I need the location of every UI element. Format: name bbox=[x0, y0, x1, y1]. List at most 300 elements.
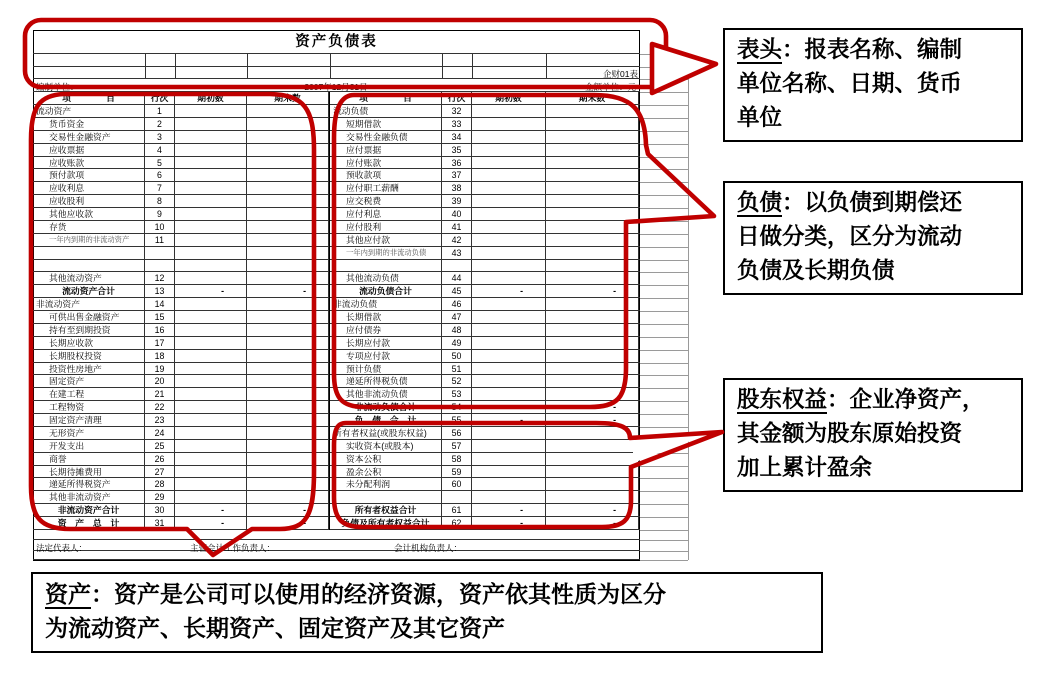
cell-item: 预计负债 bbox=[330, 363, 442, 375]
cell-item: 一年内到期的非流动负债 bbox=[330, 247, 442, 259]
table-row bbox=[33, 105, 329, 118]
cell-begin bbox=[472, 440, 546, 452]
cell-end bbox=[546, 105, 639, 117]
grid-line bbox=[640, 401, 688, 402]
cell-end: - bbox=[247, 504, 329, 516]
cell-item: 所有者权益(或股东权益) bbox=[330, 427, 442, 439]
cell-end bbox=[546, 260, 639, 272]
cell-item: 流动负债 bbox=[330, 105, 442, 117]
table-row bbox=[330, 375, 640, 388]
cell-line: 51 bbox=[442, 363, 472, 375]
cell-line: 7 bbox=[145, 182, 175, 194]
cell-line bbox=[442, 491, 472, 503]
cell-begin bbox=[472, 131, 546, 143]
callout-header-box bbox=[723, 28, 1023, 142]
cell-item: 其他流动负债 bbox=[330, 272, 442, 284]
callout-header-text: ：报表名称、编制 bbox=[782, 37, 963, 62]
cell-item: 非流动负债 bbox=[330, 298, 442, 310]
cell-end bbox=[247, 169, 329, 181]
grid-line bbox=[247, 67, 248, 78]
table-row bbox=[33, 453, 329, 466]
cell-line: 4 bbox=[145, 144, 175, 156]
cell-end bbox=[546, 440, 639, 452]
cell-line: 21 bbox=[145, 388, 175, 400]
cell-item: 开发支出 bbox=[33, 440, 145, 452]
cell-line: 14 bbox=[145, 298, 175, 310]
cell-line: 39 bbox=[442, 195, 472, 207]
table-row bbox=[33, 363, 329, 376]
callout-asset-text: ：资产是公司可以使用的经济资源，资产依其性质为区分 bbox=[91, 581, 666, 607]
cell-begin bbox=[472, 491, 546, 503]
cell-line: 28 bbox=[145, 478, 175, 490]
cell-line: 24 bbox=[145, 427, 175, 439]
cell-line: 20 bbox=[145, 375, 175, 387]
cell-begin: - bbox=[472, 517, 546, 529]
grid-line bbox=[640, 388, 688, 389]
cell-end bbox=[546, 131, 639, 143]
cell-line bbox=[145, 247, 175, 259]
table-row bbox=[33, 491, 329, 504]
cell-end bbox=[247, 157, 329, 169]
cell-end bbox=[546, 363, 639, 375]
column-header-end: 期末数 bbox=[546, 92, 639, 104]
cell-line bbox=[442, 260, 472, 272]
callout-equity-text: ：企业净资产， bbox=[827, 387, 985, 412]
cell-line: 50 bbox=[442, 350, 472, 362]
cell-item: 递延所得税负债 bbox=[330, 375, 442, 387]
cell-item bbox=[330, 491, 442, 503]
cell-item: 应收票据 bbox=[33, 144, 145, 156]
accounting-dept-label: 会计机构负责人： bbox=[394, 543, 463, 553]
grid-line bbox=[546, 67, 547, 78]
cell-item: 非流动资产 bbox=[33, 298, 145, 310]
grid-line bbox=[640, 453, 688, 454]
cell-line: 15 bbox=[145, 311, 175, 323]
cell-end bbox=[247, 272, 329, 284]
blank-row bbox=[33, 551, 640, 560]
table-row bbox=[33, 401, 329, 414]
cell-begin bbox=[472, 195, 546, 207]
cell-line: 56 bbox=[442, 427, 472, 439]
cell-line: 2 bbox=[145, 118, 175, 130]
grid-line bbox=[640, 530, 688, 531]
cell-line: 48 bbox=[442, 324, 472, 336]
table-row bbox=[33, 517, 329, 530]
table-row bbox=[330, 414, 640, 427]
table-row bbox=[330, 157, 640, 170]
grid-line bbox=[640, 311, 688, 312]
cell-end bbox=[247, 337, 329, 349]
cell-begin bbox=[175, 131, 247, 143]
table-row bbox=[330, 247, 640, 260]
cell-item bbox=[33, 260, 145, 272]
cell-item: 其他应付款 bbox=[330, 234, 442, 246]
cell-begin: - bbox=[175, 285, 247, 297]
cell-begin bbox=[175, 414, 247, 426]
table-row bbox=[33, 182, 329, 195]
table-row bbox=[33, 478, 329, 491]
cell-line: 52 bbox=[442, 375, 472, 387]
cell-begin bbox=[175, 388, 247, 400]
grid-line bbox=[640, 540, 688, 541]
cell-item: 应付股利 bbox=[330, 221, 442, 233]
cell-line: 29 bbox=[145, 491, 175, 503]
table-row bbox=[33, 375, 329, 388]
grid-line bbox=[640, 517, 688, 518]
cell-item: 长期应付款 bbox=[330, 337, 442, 349]
grid-line bbox=[472, 54, 473, 66]
cell-item: 其他流动资产 bbox=[33, 272, 145, 284]
grid-line bbox=[175, 67, 176, 78]
cell-item: 流动负债合计 bbox=[330, 285, 442, 297]
cell-begin bbox=[472, 350, 546, 362]
cell-begin bbox=[175, 311, 247, 323]
cell-begin bbox=[175, 105, 247, 117]
cell-item: 长期股权投资 bbox=[33, 350, 145, 362]
column-header-item: 项 目 bbox=[33, 92, 145, 104]
cell-end: - bbox=[247, 285, 329, 297]
cell-item: 递延所得税资产 bbox=[33, 478, 145, 490]
cell-line: 45 bbox=[442, 285, 472, 297]
grid-line bbox=[640, 221, 688, 222]
cell-line: 35 bbox=[442, 144, 472, 156]
table-row bbox=[33, 311, 329, 324]
cell-begin bbox=[472, 247, 546, 259]
cell-line: 31 bbox=[145, 517, 175, 529]
table-row bbox=[33, 285, 329, 298]
cell-end bbox=[247, 208, 329, 220]
cell-line: 54 bbox=[442, 401, 472, 413]
table-row bbox=[330, 324, 640, 337]
cell-begin bbox=[175, 118, 247, 130]
cell-end bbox=[247, 118, 329, 130]
callout-asset-term: 资产 bbox=[45, 581, 91, 607]
cell-end bbox=[546, 311, 639, 323]
cell-item: 持有至到期投资 bbox=[33, 324, 145, 336]
cell-line: 41 bbox=[442, 221, 472, 233]
cell-begin: - bbox=[472, 504, 546, 516]
cell-end bbox=[546, 388, 639, 400]
cell-item: 可供出售金融资产 bbox=[33, 311, 145, 323]
table-row bbox=[33, 169, 329, 182]
cell-end: - bbox=[546, 414, 639, 426]
cell-item: 固定资产 bbox=[33, 375, 145, 387]
grid-line bbox=[442, 67, 443, 78]
cell-line: 62 bbox=[442, 517, 472, 529]
cell-item: 其他应收款 bbox=[33, 208, 145, 220]
cell-begin bbox=[175, 401, 247, 413]
cell-item: 在建工程 bbox=[33, 388, 145, 400]
cell-line: 55 bbox=[442, 414, 472, 426]
table-row bbox=[330, 285, 640, 298]
cell-item: 长期待摊费用 bbox=[33, 466, 145, 478]
cell-line: 47 bbox=[442, 311, 472, 323]
cell-line: 59 bbox=[442, 466, 472, 478]
cell-begin: - bbox=[175, 517, 247, 529]
cell-item: 存货 bbox=[33, 221, 145, 233]
callout-header-text: 单位名称、日期、货币 bbox=[737, 71, 963, 96]
table-row bbox=[330, 350, 640, 363]
assets-column bbox=[33, 92, 330, 530]
cell-line: 25 bbox=[145, 440, 175, 452]
grid-line bbox=[640, 247, 688, 248]
table-row bbox=[33, 260, 329, 273]
cell-end bbox=[546, 453, 639, 465]
cell-begin bbox=[175, 453, 247, 465]
cell-begin bbox=[472, 272, 546, 284]
blank-row bbox=[33, 530, 640, 540]
cell-end bbox=[247, 491, 329, 503]
callout-asset-box bbox=[31, 572, 823, 653]
grid-line bbox=[640, 144, 688, 145]
column-header-begin: 期初数 bbox=[175, 92, 247, 104]
callout-liability-text: ：以负债到期偿还 bbox=[782, 190, 963, 215]
cell-end: - bbox=[546, 401, 639, 413]
table-row bbox=[330, 182, 640, 195]
cell-end bbox=[247, 375, 329, 387]
grid-line bbox=[640, 208, 688, 209]
cell-end bbox=[247, 298, 329, 310]
grid-line bbox=[330, 54, 331, 66]
cell-line: 8 bbox=[145, 195, 175, 207]
column-header-line: 行次 bbox=[145, 92, 175, 104]
table-row bbox=[330, 388, 640, 401]
table-row bbox=[330, 118, 640, 131]
grid-line bbox=[640, 234, 688, 235]
cell-item bbox=[330, 260, 442, 272]
cell-item: 投资性房地产 bbox=[33, 363, 145, 375]
cell-begin bbox=[472, 260, 546, 272]
grid-line bbox=[640, 466, 688, 467]
callout-liability-term: 负债 bbox=[737, 190, 783, 215]
cell-line: 12 bbox=[145, 272, 175, 284]
cell-item: 短期借款 bbox=[330, 118, 442, 130]
cell-line: 34 bbox=[442, 131, 472, 143]
cell-begin bbox=[175, 363, 247, 375]
cell-end bbox=[546, 272, 639, 284]
grid-line bbox=[688, 54, 689, 560]
cell-item: 工程物资 bbox=[33, 401, 145, 413]
cell-end bbox=[546, 478, 639, 490]
grid-line bbox=[640, 363, 688, 364]
cell-end bbox=[247, 234, 329, 246]
table-row bbox=[330, 337, 640, 350]
cell-line: 61 bbox=[442, 504, 472, 516]
cell-line: 43 bbox=[442, 247, 472, 259]
grid-line bbox=[640, 79, 688, 80]
cell-begin bbox=[175, 466, 247, 478]
grid-line bbox=[330, 67, 331, 78]
cell-begin bbox=[175, 221, 247, 233]
cell-item: 应付票据 bbox=[330, 144, 442, 156]
cell-item: 商誉 bbox=[33, 453, 145, 465]
table-row bbox=[33, 234, 329, 247]
cell-item: 负 债 合 计 bbox=[330, 414, 442, 426]
cell-end bbox=[247, 453, 329, 465]
cell-item: 流动资产合计 bbox=[33, 285, 145, 297]
cell-line: 18 bbox=[145, 350, 175, 362]
grid-line bbox=[640, 105, 688, 106]
cell-end bbox=[546, 247, 639, 259]
cell-end bbox=[546, 182, 639, 194]
cell-end bbox=[546, 466, 639, 478]
cell-begin bbox=[472, 324, 546, 336]
cell-begin: - bbox=[472, 285, 546, 297]
cell-line: 23 bbox=[145, 414, 175, 426]
cell-line: 40 bbox=[442, 208, 472, 220]
grid-line bbox=[640, 427, 688, 428]
cell-begin bbox=[472, 453, 546, 465]
callout-liability-box bbox=[723, 181, 1023, 295]
cell-end bbox=[247, 478, 329, 490]
cell-line: 16 bbox=[145, 324, 175, 336]
cell-item: 应付职工薪酬 bbox=[330, 182, 442, 194]
cell-end bbox=[546, 144, 639, 156]
table-row bbox=[33, 466, 329, 479]
column-header-row bbox=[33, 92, 329, 105]
cell-item: 交易性金融负债 bbox=[330, 131, 442, 143]
grid-line bbox=[640, 324, 688, 325]
table-row bbox=[330, 260, 640, 273]
cell-item: 应收利息 bbox=[33, 182, 145, 194]
cell-item: 应付利息 bbox=[330, 208, 442, 220]
table-row bbox=[33, 298, 329, 311]
cell-item: 未分配利润 bbox=[330, 478, 442, 490]
legal-representative-label: 法定代表人： bbox=[36, 543, 88, 553]
cell-line: 13 bbox=[145, 285, 175, 297]
cell-item: 非流动资产合计 bbox=[33, 504, 145, 516]
table-row bbox=[330, 517, 640, 530]
table-row bbox=[33, 144, 329, 157]
cell-line: 57 bbox=[442, 440, 472, 452]
cell-begin bbox=[175, 208, 247, 220]
grid-line bbox=[640, 182, 688, 183]
cell-begin bbox=[175, 375, 247, 387]
cell-begin bbox=[472, 298, 546, 310]
table-row bbox=[33, 440, 329, 453]
cell-begin bbox=[472, 311, 546, 323]
cell-begin bbox=[175, 440, 247, 452]
table-row bbox=[330, 208, 640, 221]
cell-begin bbox=[472, 337, 546, 349]
grid-line bbox=[640, 478, 688, 479]
grid-line bbox=[640, 350, 688, 351]
callout-asset-text: 为流动资产、长期资产、固定资产及其它资产 bbox=[45, 615, 505, 641]
table-row bbox=[33, 504, 329, 517]
cell-line: 53 bbox=[442, 388, 472, 400]
cell-item: 预收款项 bbox=[330, 169, 442, 181]
cell-end bbox=[247, 350, 329, 362]
table-row bbox=[33, 324, 329, 337]
callout-equity-text: 加上累计盈余 bbox=[737, 455, 873, 480]
grid-line bbox=[640, 551, 688, 552]
table-row bbox=[330, 144, 640, 157]
cell-line: 36 bbox=[442, 157, 472, 169]
cell-item: 长期应收款 bbox=[33, 337, 145, 349]
cell-begin bbox=[175, 169, 247, 181]
liabilities-equity-column bbox=[330, 92, 640, 530]
cell-end bbox=[247, 247, 329, 259]
grid-line bbox=[640, 131, 688, 132]
cell-begin: - bbox=[472, 401, 546, 413]
cell-begin bbox=[175, 478, 247, 490]
cell-begin bbox=[175, 260, 247, 272]
cell-begin bbox=[472, 375, 546, 387]
cell-line bbox=[145, 260, 175, 272]
cell-end bbox=[247, 260, 329, 272]
cell-end bbox=[546, 375, 639, 387]
cell-line: 30 bbox=[145, 504, 175, 516]
table-row bbox=[330, 440, 640, 453]
callout-liability-text: 负债及长期负债 bbox=[737, 258, 895, 283]
table-row bbox=[33, 337, 329, 350]
cell-item: 长期借款 bbox=[330, 311, 442, 323]
cell-begin bbox=[175, 427, 247, 439]
table-row bbox=[330, 401, 640, 414]
cell-begin: - bbox=[472, 414, 546, 426]
grid-line bbox=[640, 195, 688, 196]
table-row bbox=[33, 131, 329, 144]
cell-item: 应交税费 bbox=[330, 195, 442, 207]
cell-line: 37 bbox=[442, 169, 472, 181]
table-row bbox=[330, 453, 640, 466]
cell-item: 应付债券 bbox=[330, 324, 442, 336]
cell-item: 非流动负债合计 bbox=[330, 401, 442, 413]
column-header-end: 期末数 bbox=[247, 92, 329, 104]
cell-line: 58 bbox=[442, 453, 472, 465]
cell-end bbox=[546, 208, 639, 220]
cell-line: 38 bbox=[442, 182, 472, 194]
cell-item: 实收资本(或股本) bbox=[330, 440, 442, 452]
cell-item: 盈余公积 bbox=[330, 466, 442, 478]
cell-line: 46 bbox=[442, 298, 472, 310]
cell-end: - bbox=[546, 285, 639, 297]
cell-line: 19 bbox=[145, 363, 175, 375]
cell-begin bbox=[175, 247, 247, 259]
cell-begin bbox=[472, 182, 546, 194]
cell-line: 10 bbox=[145, 221, 175, 233]
cell-item: 专项应付款 bbox=[330, 350, 442, 362]
cell-item: 应付账款 bbox=[330, 157, 442, 169]
table-row bbox=[33, 195, 329, 208]
cell-begin bbox=[472, 105, 546, 117]
cell-end bbox=[546, 195, 639, 207]
cell-end bbox=[546, 337, 639, 349]
grid-line bbox=[640, 491, 688, 492]
table-row bbox=[33, 350, 329, 363]
cell-item: 货币资金 bbox=[33, 118, 145, 130]
table-row bbox=[330, 504, 640, 517]
cell-end bbox=[247, 131, 329, 143]
cell-line: 27 bbox=[145, 466, 175, 478]
grid-line bbox=[640, 118, 688, 119]
callout-equity-text: 其金额为股东原始投资 bbox=[737, 421, 963, 446]
cell-line: 1 bbox=[145, 105, 175, 117]
chief-accountant-label: 主管会计工作负责人： bbox=[190, 543, 276, 553]
cell-line: 60 bbox=[442, 478, 472, 490]
cell-end bbox=[247, 414, 329, 426]
cell-end: - bbox=[546, 517, 639, 529]
cell-line: 17 bbox=[145, 337, 175, 349]
table-row bbox=[330, 311, 640, 324]
cell-begin bbox=[175, 350, 247, 362]
cell-item: 所有者权益合计 bbox=[330, 504, 442, 516]
table-row bbox=[33, 272, 329, 285]
column-header-row bbox=[330, 92, 640, 105]
equity-arrow-fill bbox=[633, 432, 714, 463]
prepared-by-label: 编制单位： bbox=[36, 82, 79, 92]
table-row bbox=[330, 478, 640, 491]
